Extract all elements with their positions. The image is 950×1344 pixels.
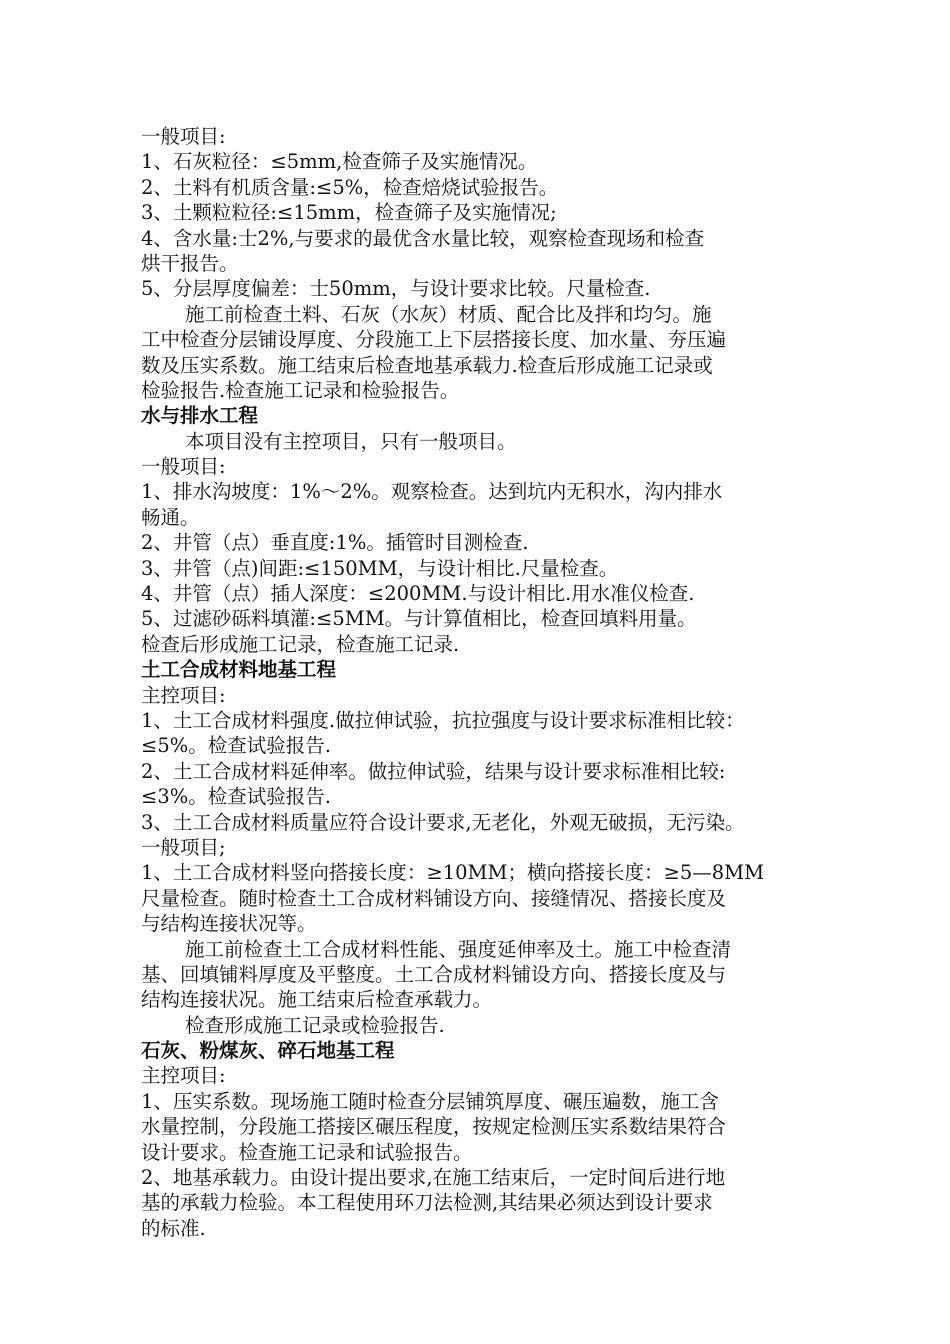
text-line: 的标准. bbox=[141, 1216, 206, 1240]
text-line: 主控项目: bbox=[141, 1064, 226, 1088]
text-line: 水量控制，分段施工搭接区碾压程度，按规定检测压实系数结果符合 bbox=[141, 1115, 727, 1139]
text-line: 2、地基承载力。由设计提出要求,在施工结束后，一定时间后进行地 bbox=[141, 1166, 726, 1190]
text-line: 施工前检查土工合成材料性能、强度延伸率及土。施工中检查清 bbox=[185, 937, 732, 961]
text-line: 基的承载力检验。本工程使用环刀法检测,其结果必须达到设计要求 bbox=[141, 1191, 713, 1215]
text-line: 检查后形成施工记录，检查施工记录. bbox=[141, 632, 460, 656]
text-line: 检查形成施工记录或检验报告. bbox=[185, 1013, 445, 1037]
text-line: 一般项目: bbox=[141, 455, 226, 479]
text-line: 4、井管（点）插人深度：≤200MM.与设计相比.用水准仪检查. bbox=[141, 582, 695, 606]
text-line: 3、井管（点)间距:≤150MM，与设计相比.尺量检查。 bbox=[141, 556, 619, 580]
text-line: 基、回填铺料厚度及平整度。土工合成材料铺设方向、搭接长度及与 bbox=[141, 962, 727, 986]
text-line: 1、土工合成材料竖向搭接长度：≥10MM；横向搭接长度：≥5—8MM bbox=[141, 861, 765, 885]
text-line: 畅通。 bbox=[141, 505, 200, 529]
text-line: 设计要求。检查施工记录和试验报告。 bbox=[141, 1140, 473, 1164]
document-body bbox=[141, 124, 831, 1241]
text-line: 5、分层厚度偏差：士50mm，与设计要求比较。尺量检查. bbox=[141, 277, 651, 301]
text-line: 工中检查分层铺设厚度、分段施工上下层搭接长度、加水量、夯压遍 bbox=[141, 328, 727, 352]
text-line: 5、过滤砂砾料填灌:≤5MM。与计算值相比，检查回填料用量。 bbox=[141, 607, 697, 631]
text-line: 一般项目: bbox=[141, 125, 226, 148]
text-line: 与结构连接状况等。 bbox=[141, 912, 317, 936]
text-line: 1、土工合成材料强度.做拉伸试验，抗拉强度与设计要求标准相比较： bbox=[141, 708, 745, 732]
text-line: 2、土工合成材料延伸率。做拉伸试验，结果与设计要求标准相比较: bbox=[141, 759, 726, 783]
text-line: 结构连接状况。施工结束后检查承载力。 bbox=[141, 988, 493, 1012]
text-line: 烘干报告。 bbox=[141, 251, 239, 275]
text-line: 1、排水沟坡度：1%～2%。观察检查。达到坑内无积水，沟内排水 bbox=[141, 480, 723, 504]
text-line: 检验报告.检查施工记录和检验报告。 bbox=[141, 378, 460, 402]
text-line: ≤3%。检查试验报告. bbox=[141, 785, 331, 809]
section-heading: 石灰、粉煤灰、碎石地基工程 bbox=[141, 1039, 395, 1063]
text-line: 主控项目: bbox=[141, 683, 226, 707]
text-line: ≤5%。检查试验报告. bbox=[141, 734, 331, 758]
text-line: 1、压实系数。现场施工随时检查分层铺筑厚度、碾压遍数，施工含 bbox=[141, 1089, 719, 1113]
text-line: 2、井管（点）垂直度:1%。插管时目测检查. bbox=[141, 531, 529, 555]
text-line: 3、土工合成材料质量应符合设计要求,无老化，外观无破损，无污染。 bbox=[141, 810, 745, 834]
text-line: 4、含水量:士2%,与要求的最优含水量比较，观察检查现场和检查 bbox=[141, 226, 705, 250]
section-heading: 土工合成材料地基工程 bbox=[141, 658, 337, 682]
text-line: 数及压实系数。施工结束后检查地基承载力.检查后形成施工记录或 bbox=[141, 353, 713, 377]
text-line: 施工前检查土料、石灰（水灰）材质、配合比及拌和均匀。施 bbox=[185, 302, 712, 326]
text-line: 尺量检查。随时检查土工合成材料铺设方向、接缝情况、搭接长度及 bbox=[141, 886, 727, 910]
text-line: 一般项目; bbox=[141, 835, 226, 859]
section-heading: 水与排水工程 bbox=[141, 404, 259, 428]
text-line: 1、石灰粒径：≤5mm,检查筛子及实施情况。 bbox=[141, 150, 538, 174]
text-line: 3、土颗粒粒径:≤15mm，检查筛子及实施情况; bbox=[141, 201, 557, 225]
text-line: 本项目没有主控项目，只有一般项目。 bbox=[185, 429, 517, 453]
text-line: 2、土料有机质含量:≤5%，检查焙烧试验报告。 bbox=[141, 175, 559, 199]
